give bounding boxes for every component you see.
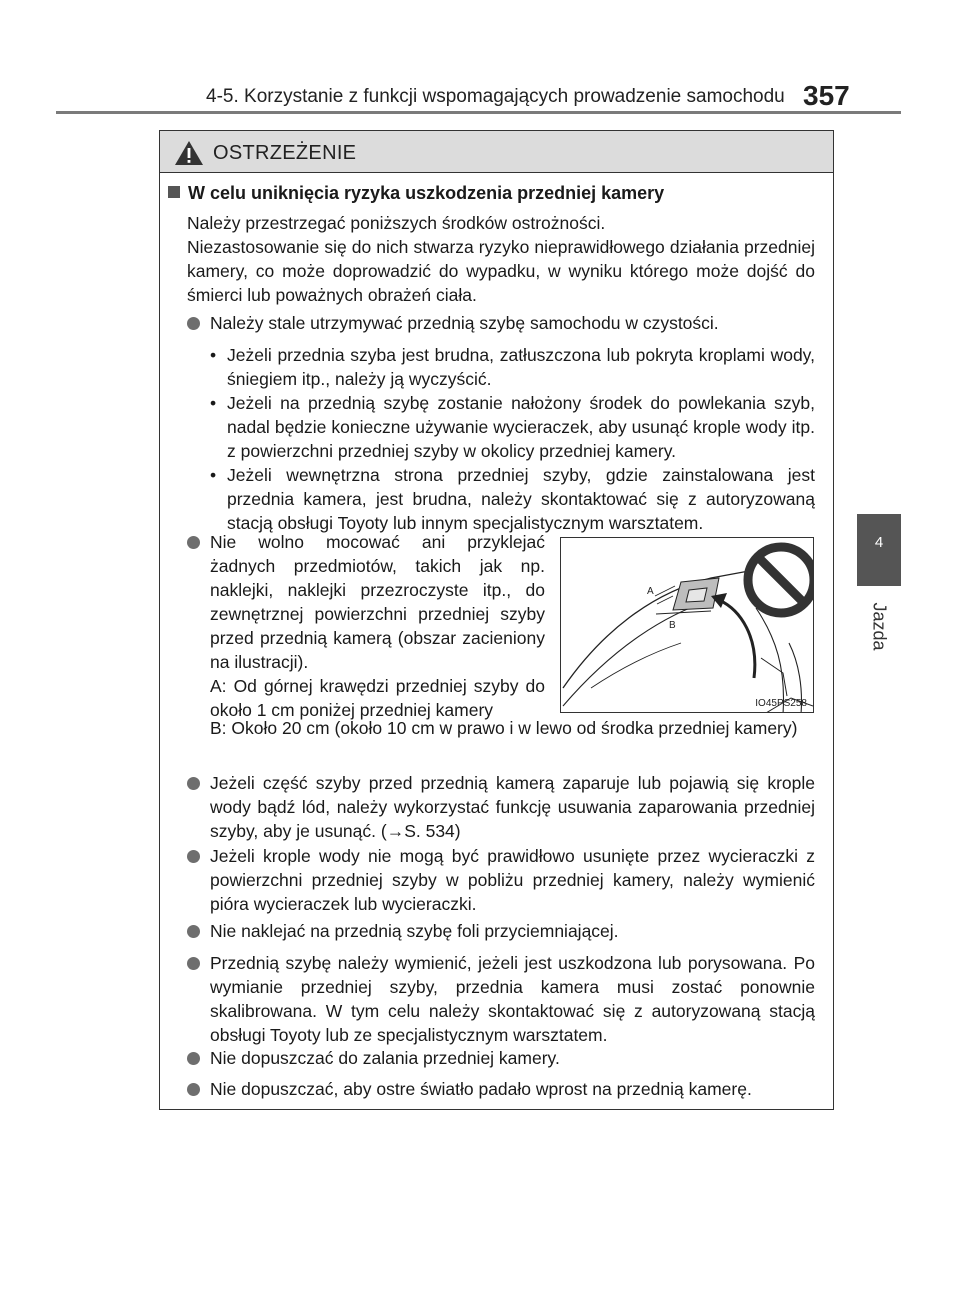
bullet-dot-icon: [187, 957, 200, 970]
bullet-point: •: [210, 345, 217, 365]
sub-item: [210, 391, 815, 463]
sub-item-text: Jeżeli wewnętrzna strona przedniej szyby, gdzie zainstalowana jest przednia kamera, jest brudna, należy skontaktować się z autoryzowaną stacją obsługi Toyoty lub innym specjalistycznym warsztatem.: [227, 465, 815, 533]
warning-triangle-icon: [174, 140, 204, 166]
bullet-dot-icon: [187, 925, 200, 938]
header-divider: [56, 111, 901, 114]
list-item: [187, 311, 815, 335]
camera-area-illustration: [560, 537, 814, 713]
bullet-dot-icon: [187, 777, 200, 790]
bullet-point: •: [210, 393, 217, 413]
page-number: 357: [803, 80, 850, 111]
section-title: 4-5. Korzystanie z funkcji wspomagających prowadzenie samochodu: [206, 86, 785, 107]
bullet-point: •: [210, 465, 217, 485]
section-heading-text: W celu uniknięcia ryzyka uszkodzenia przedniej kamery: [188, 183, 665, 203]
page-header: [0, 0, 960, 118]
bullet-dot-icon: [187, 850, 200, 863]
list-item: [187, 530, 545, 722]
figure-label-a: A: [647, 586, 654, 597]
chapter-number: 4: [874, 534, 884, 551]
windshield-drawing: [561, 538, 814, 713]
list-item-text: Nie naklejać na przednią szybę foli przyciemniającej.: [210, 921, 619, 941]
list-item: [187, 951, 815, 1047]
list-item-text: Należy stale utrzymywać przednią szybę samochodu w czystości.: [210, 313, 719, 333]
sub-item: [210, 463, 815, 535]
intro-line: Niezastosowanie się do nich stwarza ryzyko nieprawidłowego działania przedniej kamery, co może doprowadzić do wypadku, w wyniku którego może dojść do śmierci lub poważnych obrażeń ciała.: [187, 237, 815, 305]
list-item-text: Nie dopuszczać do zalania przedniej kamery.: [210, 1048, 560, 1068]
note-a: A: Od górnej krawędzi przedniej szyby do około 1 cm poniżej przedniej kamery: [210, 676, 545, 720]
sub-list: [210, 343, 815, 535]
list-item-text: Jeżeli krople wody nie mogą być prawidłowo usunięte przez wycieraczki z powierzchni przedniej szyby w pobliżu przedniej kamery, należy wymienić pióra wycieraczek lub wycieraczki.: [210, 846, 815, 914]
bullet-dot-icon: [187, 1052, 200, 1065]
sub-item-text: Jeżeli przednia szyba jest brudna, zatłuszczona lub pokryta kroplami wody, śniegiem itp., należy ją wyczyścić.: [227, 345, 815, 389]
section-heading: [168, 183, 664, 204]
list-item: [187, 771, 815, 843]
intro-line: Należy przestrzegać poniższych środków ostrożności.: [187, 213, 606, 233]
chapter-label: [862, 596, 896, 656]
warning-header: [160, 131, 833, 173]
sub-item: [210, 343, 815, 391]
warning-title: OSTRZEŻENIE: [213, 142, 357, 164]
chapter-label-text: Jazda: [869, 602, 890, 651]
chapter-tab[interactable]: [857, 514, 901, 586]
figure-label-b: B: [669, 620, 676, 631]
note-b: B: Około 20 cm (około 10 cm w prawo i w lewo od środka przedniej kamery): [210, 718, 798, 738]
bullet-dot-icon: [187, 536, 200, 549]
list-item-text: Nie wolno mocować ani przyklejać żadnych przedmiotów, takich jak np. naklejki, naklejki przezroczyste itp., do zewnętrznej powierzchni przedniej szyby przed przednią kamerą (obszar zacieniony na ilustracji).: [210, 532, 545, 672]
list-item-text: Jeżeli część szyby przed przednią kamerą zaparuje lub pojawią się krople wody bądź lód, należy wykorzystać funkcję usuwania zaparowania przedniej szyby, aby je usunąć. (→S. 534): [210, 773, 815, 841]
list-item-text: Przednią szybę należy wymienić, jeżeli jest uszkodzona lub porysowana. Po wymianie przedniej szyby, przednia kamera musi zostać ponownie skalibrowana. W tym celu należy skontaktować się z autoryzowaną stacją obsługi Toyoty lub ze specjalistycznym warsztatem.: [210, 953, 815, 1045]
sub-item-text: Jeżeli na przednią szybę zostanie nałożony środek do powlekania szyb, nadal będzie konieczne używanie wycieraczek, aby usunąć krople wody itp. z powierzchni przedniej szyby w okolicy przedniej kamery.: [227, 393, 815, 461]
list-item-text: Nie dopuszczać, aby ostre światło padało wprost na przednią kamerę.: [210, 1079, 752, 1099]
list-item: [187, 1077, 815, 1101]
square-bullet-icon: [168, 186, 180, 198]
bullet-dot-icon: [187, 1083, 200, 1096]
warning-box: [159, 130, 834, 1110]
intro-text: [187, 211, 815, 307]
figure-code: IO45PS258: [755, 698, 807, 709]
list-item: [187, 844, 815, 916]
list-item: [187, 919, 815, 943]
list-item: [187, 1046, 815, 1070]
bullet-dot-icon: [187, 317, 200, 330]
